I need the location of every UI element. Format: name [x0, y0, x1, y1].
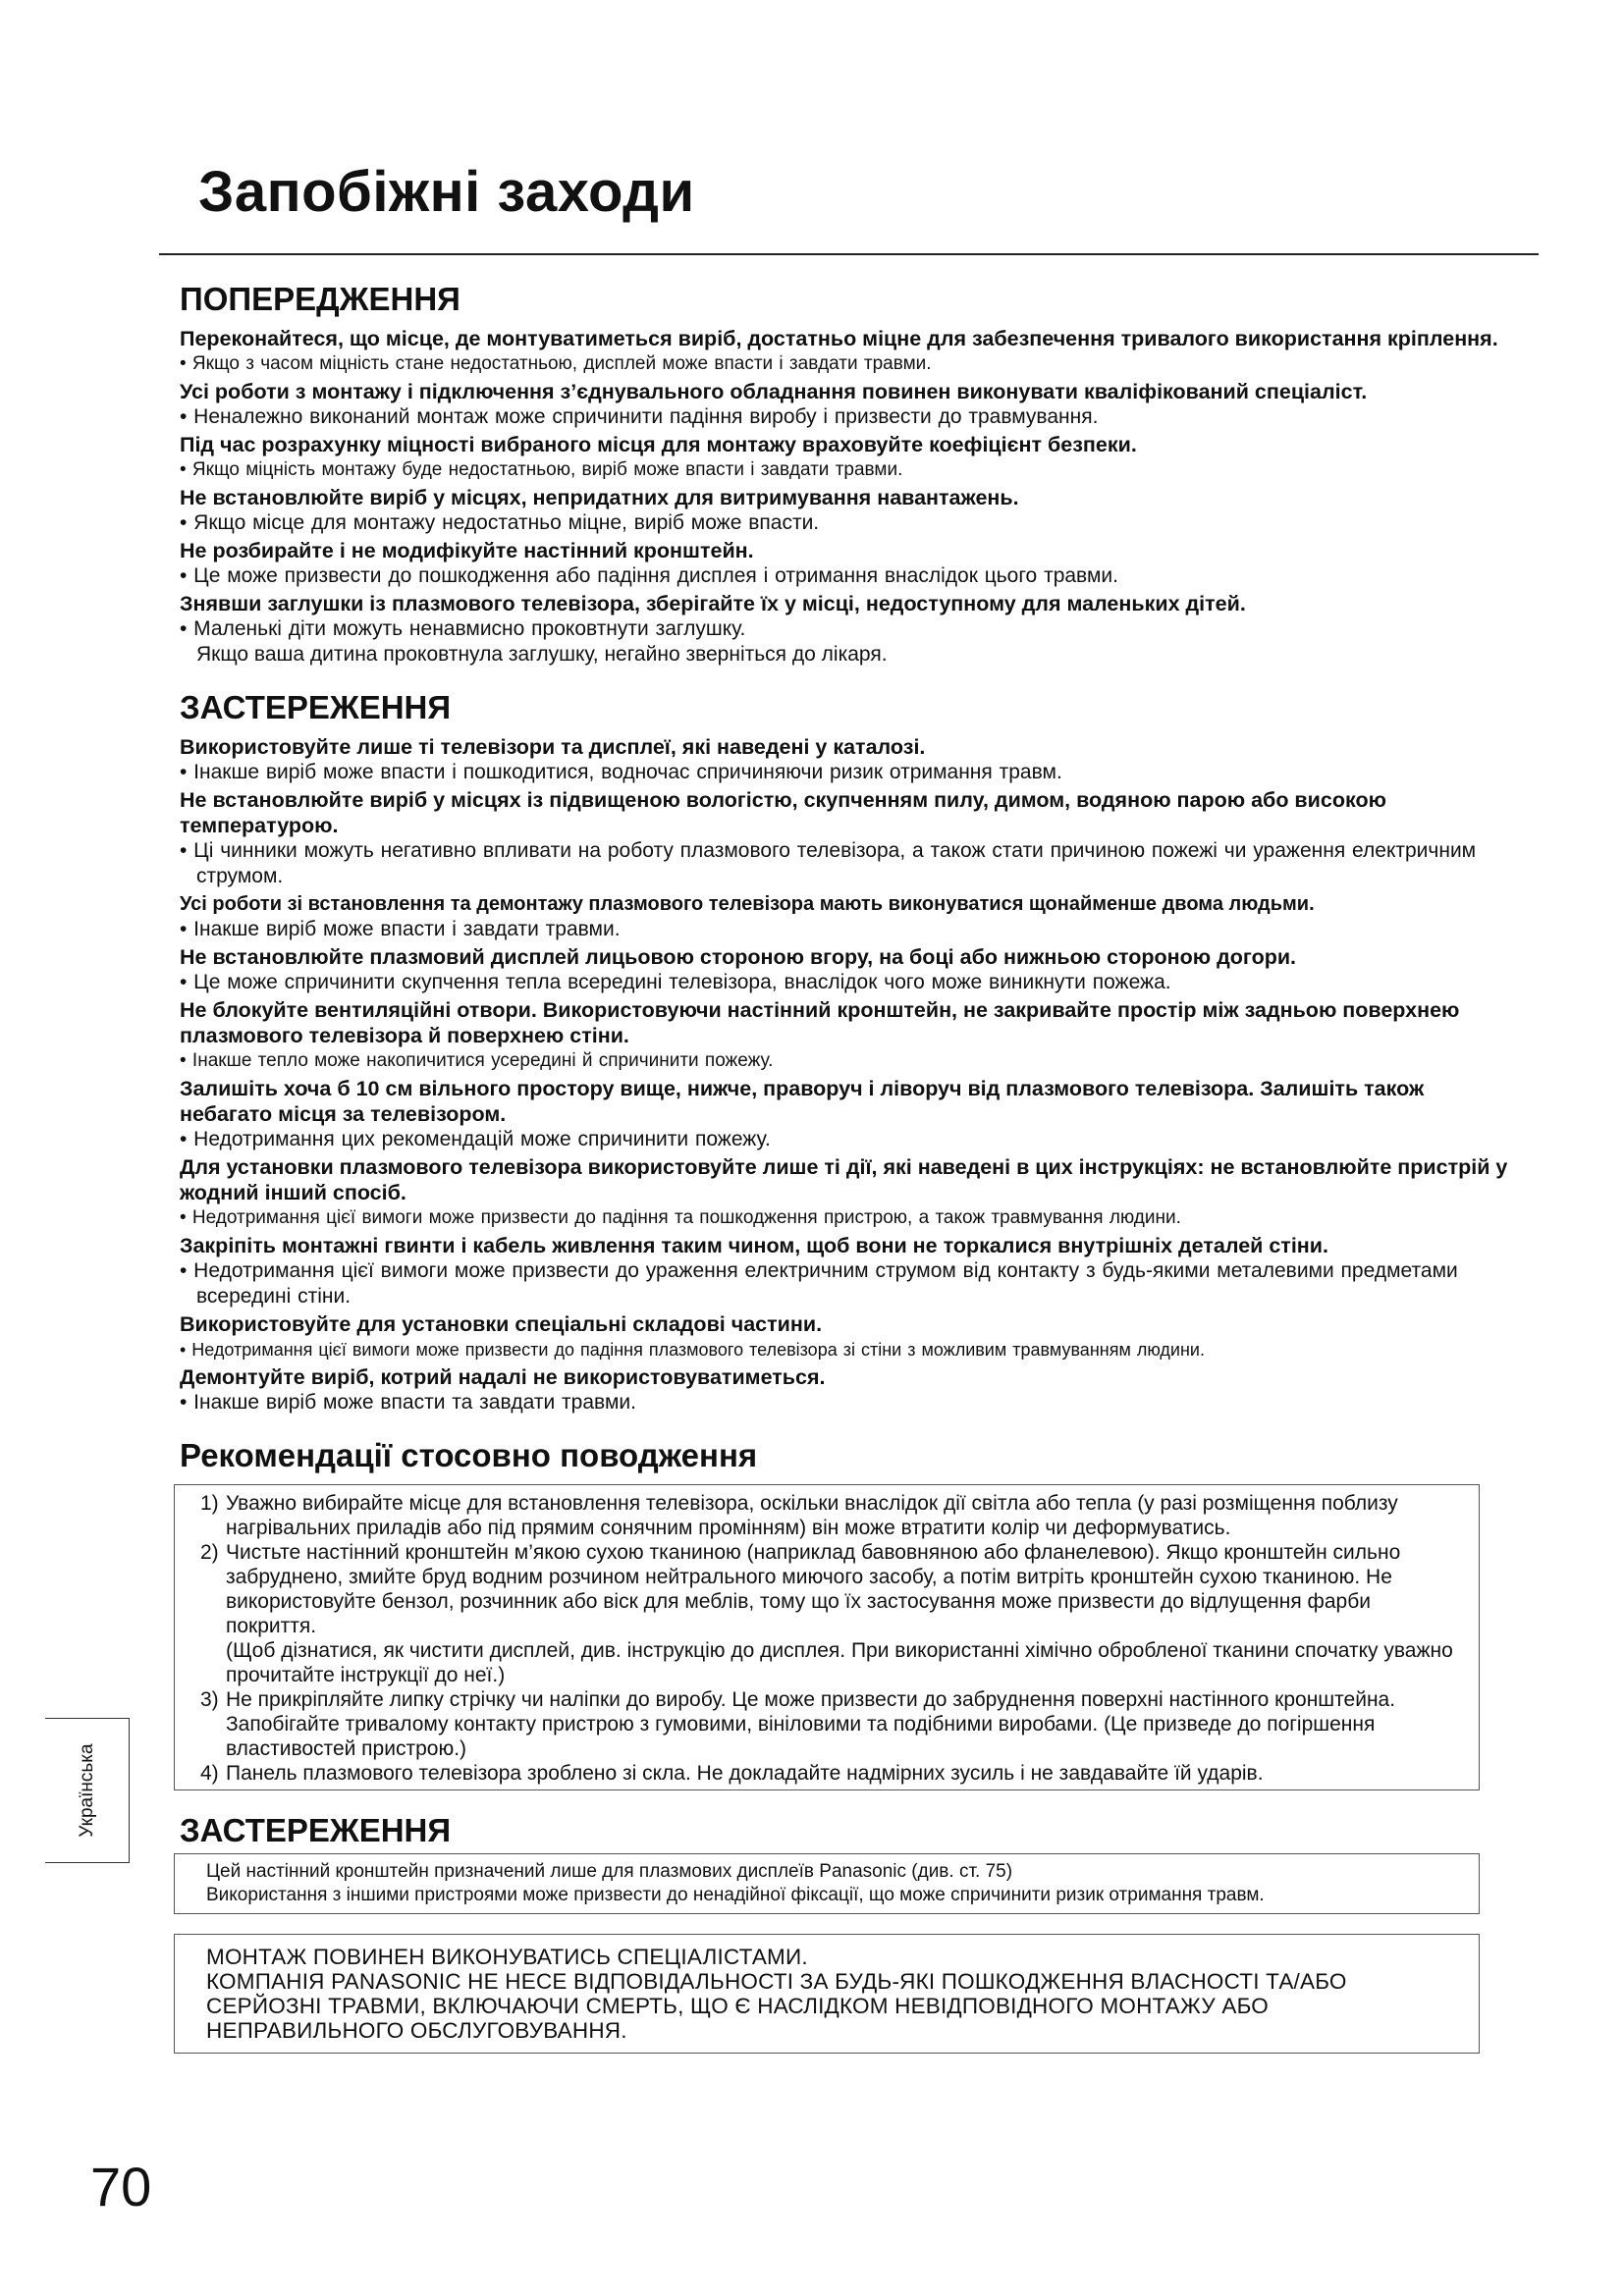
warning-item-bold: Не розбирайте і не модифікуйте настінний кронштейн. [180, 539, 754, 562]
warning-item-bullet: • Неналежно виконаний монтаж може спричинити падіння виробу і призвести до травмування. [180, 405, 1099, 428]
page-number: 70 [90, 2156, 152, 2217]
caution-item-bullet: • Недотримання цієї вимоги може призвести до падіння та пошкодження пристрою, а також травмування людини. [180, 1207, 1181, 1228]
warning-item-bold: Усі роботи з монтажу і підключення з’єднувального обладнання повинен виконувати кваліфікований спеціаліст. [180, 380, 1368, 403]
warning-item-continuation: Якщо ваша дитина проковтнула заглушку, негайно зверніться до лікаря. [196, 643, 888, 666]
recommendation-number: 2) [200, 1541, 219, 1564]
caution-item-bullet: • Інакше виріб може впасти і пошкодитися, водночас спричиняючи ризик отримання травм. [180, 761, 1062, 783]
warning-item-bold: Не встановлюйте виріб у місцях, непридатних для витримування навантажень. [180, 486, 1019, 509]
warning-item-bullet: • Якщо міцність монтажу буде недостатньою, виріб може впасти і завдати травми. [180, 459, 903, 480]
caution-item-bullet: • Недотримання цієї вимоги може призвести до падіння плазмового телевізора зі стіни з можливим травмуванням людини. [180, 1340, 1205, 1360]
warning-item-bold: Під час розрахунку міцності вибраного місця для монтажу враховуйте коефіцієнт безпеки. [180, 433, 1137, 456]
page-content [180, 281, 1515, 2054]
recommendation-number: 1) [200, 1492, 219, 1515]
recommendations-section [180, 1437, 1515, 1790]
caution-section [180, 689, 1515, 1415]
caution-item-bullet: • Недотримання цих рекомендацій може спричинити пожежу. [180, 1128, 771, 1150]
caution-item-bold: Використовуйте лише ті телевізори та дисплеї, які наведені у каталозі. [180, 735, 926, 759]
disclaimer-line: МОНТАЖ ПОВИНЕН ВИКОНУВАТИСЬ СПЕЦІАЛІСТАМИ. [206, 1945, 808, 1969]
caution-item-bold: Залишіть хоча б 10 см вільного простору вище, нижче, праворуч і ліворуч від плазмового телевізора. Залишіть також небагато місця за телевізором. [180, 1077, 1425, 1126]
warning-item-bold: Знявши заглушки із плазмового телевізора, зберігайте їх у місці, недоступному для маленьких дітей. [180, 592, 1246, 615]
caution-item-bullet: • Ці чинники можуть негативно впливати на роботу плазмового телевізора, а також стати причиною пожежі чи ураження електричним струмом. [180, 839, 1477, 887]
recommendation-text: Уважно вибирайте місце для встановлення телевізора, оскільки внаслідок дії світла або тепла (у разі розміщення поблизу нагрівальних приладів або під прямим сонячним промінням) він може втратити колір чи деформуватись. [226, 1492, 1398, 1539]
caution-note-line: Використання з іншими пристроями може призвести до ненадійної фіксації, що може спричинити ризик отримання травм. [206, 1885, 1265, 1905]
caution-item-bold: Не встановлюйте плазмовий дисплей лицьовою стороною вгору, на боці або нижньою стороною догори. [180, 945, 1297, 969]
caution-item-bullet: • Інакше виріб може впасти та завдати травми. [180, 1391, 636, 1414]
caution-item-bold: Закріпіть монтажні гвинти і кабель живлення таким чином, щоб вони не торкалися внутрішніх деталей стіни. [180, 1234, 1328, 1257]
caution-item-bold: Не блокуйте вентиляційні отвори. Використовуючи настінний кронштейн, не закривайте простір між задньою поверхнею плазмового телевізора й поверхнею стіни. [180, 998, 1460, 1047]
recommendation-subnote: (Щоб дізнатися, як чистити дисплей, див. інструкцію до дисплея. При використанні хімічно обробленої тканини спочатку уважно прочитайте інструкції до неї.) [226, 1639, 1453, 1686]
caution-item-bold: Для установки плазмового телевізора використовуйте лише ті дії, які наведені в цих інструкціях: не встановлюйте пристрій у жодний інший спосіб. [180, 1155, 1508, 1204]
recommendation-text: Чистьте настінний кронштейн м’якою сухою тканиною (наприклад бавовняною або фланелевою). Якщо кронштейн сильно забруднено, змийте бруд водним розчином нейтрального миючого засобу, а потім витріть кронштейн сухою тканиною. Не використовуйте бензол, розчинник або віск для меблів, тому що їх застосування може призвести до відлущення фарби покриття. [226, 1541, 1401, 1637]
recommendation-item [200, 1540, 1465, 1687]
disclaimer-box [174, 1934, 1480, 2054]
caution-item-bullet: • Інакше тепло може накопичитися усередині й спричинити пожежу. [180, 1050, 774, 1071]
warning-heading: ПОПЕРЕДЖЕННЯ [180, 281, 460, 317]
disclaimer-line: КОМПАНІЯ PANASONIC НЕ НЕСЕ ВІДПОВІДАЛЬНОСТІ ЗА БУДЬ-ЯКІ ПОШКОДЖЕННЯ ВЛАСНОСТІ ТА/АБО СЕРЙОЗНІ ТРАВМИ, ВКЛЮЧАЮЧИ СМЕРТЬ, ЩО Є НАСЛІДКОМ НЕВІДПОВІДНОГО МОНТАЖУ АБО НЕПРАВИЛЬНОГО ОБСЛУГОВУВАННЯ. [206, 1969, 1347, 2043]
caution-item-bullet: • Інакше виріб може впасти і завдати травми. [180, 918, 621, 940]
warning-item-bold: Переконайтеся, що місце, де монтуватиметься виріб, достатньо міцне для забезпечення тривалого використання кріплення. [180, 327, 1498, 350]
warning-item-bullet: • Якщо з часом міцність стане недостатньою, дисплей може впасти і завдати травми. [180, 353, 932, 374]
caution-item-bold: Демонтуйте виріб, котрий надалі не використовуватиметься. [180, 1365, 826, 1389]
caution-note-box [174, 1853, 1480, 1914]
recommendation-item [200, 1491, 1465, 1540]
warning-item-bullet: • Маленькі діти можуть ненавмисно проковтнути заглушку. [180, 617, 746, 640]
warning-item-bullet: • Якщо місце для монтажу недостатньо міцне, виріб може впасти. [180, 511, 820, 534]
caution-item-bullet: • Недотримання цієї вимоги може призвести до ураження електричним струмом від контакту з будь-якими металевими предметами всередині стіни. [180, 1259, 1458, 1308]
language-side-tab [45, 1718, 130, 1863]
caution-heading: ЗАСТЕРЕЖЕННЯ [180, 689, 452, 725]
page-title: Запобіжні заходи [198, 160, 695, 224]
language-label: Українська [76, 1743, 97, 1838]
caution-item-bold: Використовуйте для установки спеціальні складові частини. [180, 1312, 823, 1336]
recommendation-item [200, 1761, 1465, 1786]
caution-item-bold: Усі роботи зі встановлення та демонтажу плазмового телевізора мають виконуватися щонайменше двома людьми. [180, 893, 1315, 915]
recommendation-item [200, 1687, 1465, 1761]
caution-item-bold: Не встановлюйте виріб у місцях із підвищеною вологістю, скупченням пилу, димом, водяною парою або високою температурою. [180, 788, 1386, 837]
warning-section [180, 281, 1515, 667]
title-divider [159, 253, 1539, 255]
caution-note-section [180, 1812, 1515, 1914]
recommendation-number: 4) [200, 1762, 219, 1785]
caution-item-bullet: • Це може спричинити скупчення тепла всередині телевізора, внаслідок чого може виникнути пожежа. [180, 971, 1171, 993]
caution-note-heading: ЗАСТЕРЕЖЕННЯ [180, 1812, 452, 1848]
recommendations-heading: Рекомендації стосовно поводження [180, 1437, 758, 1473]
recommendation-text: Панель плазмового телевізора зроблено зі скла. Не докладайте надмірних зусиль і не завдавайте їй ударів. [226, 1762, 1264, 1785]
recommendation-number: 3) [200, 1688, 219, 1711]
caution-note-line: Цей настінний кронштейн призначений лише для плазмових дисплеїв Panasonic (див. ст. 75) [206, 1861, 1013, 1882]
warning-item-bullet: • Це може призвести до пошкодження або падіння дисплея і отримання внаслідок цього травми. [180, 564, 1118, 587]
recommendations-box [174, 1484, 1480, 1790]
recommendation-text: Не прикріпляйте липку стрічку чи наліпки до виробу. Це може призвести до забруднення поверхні настінного кронштейна. Запобігайте тривалому контакту пристрою з гумовими, вініловими та подібними виробами. (Це призведе до погіршення властивостей пристрою.) [226, 1688, 1396, 1760]
